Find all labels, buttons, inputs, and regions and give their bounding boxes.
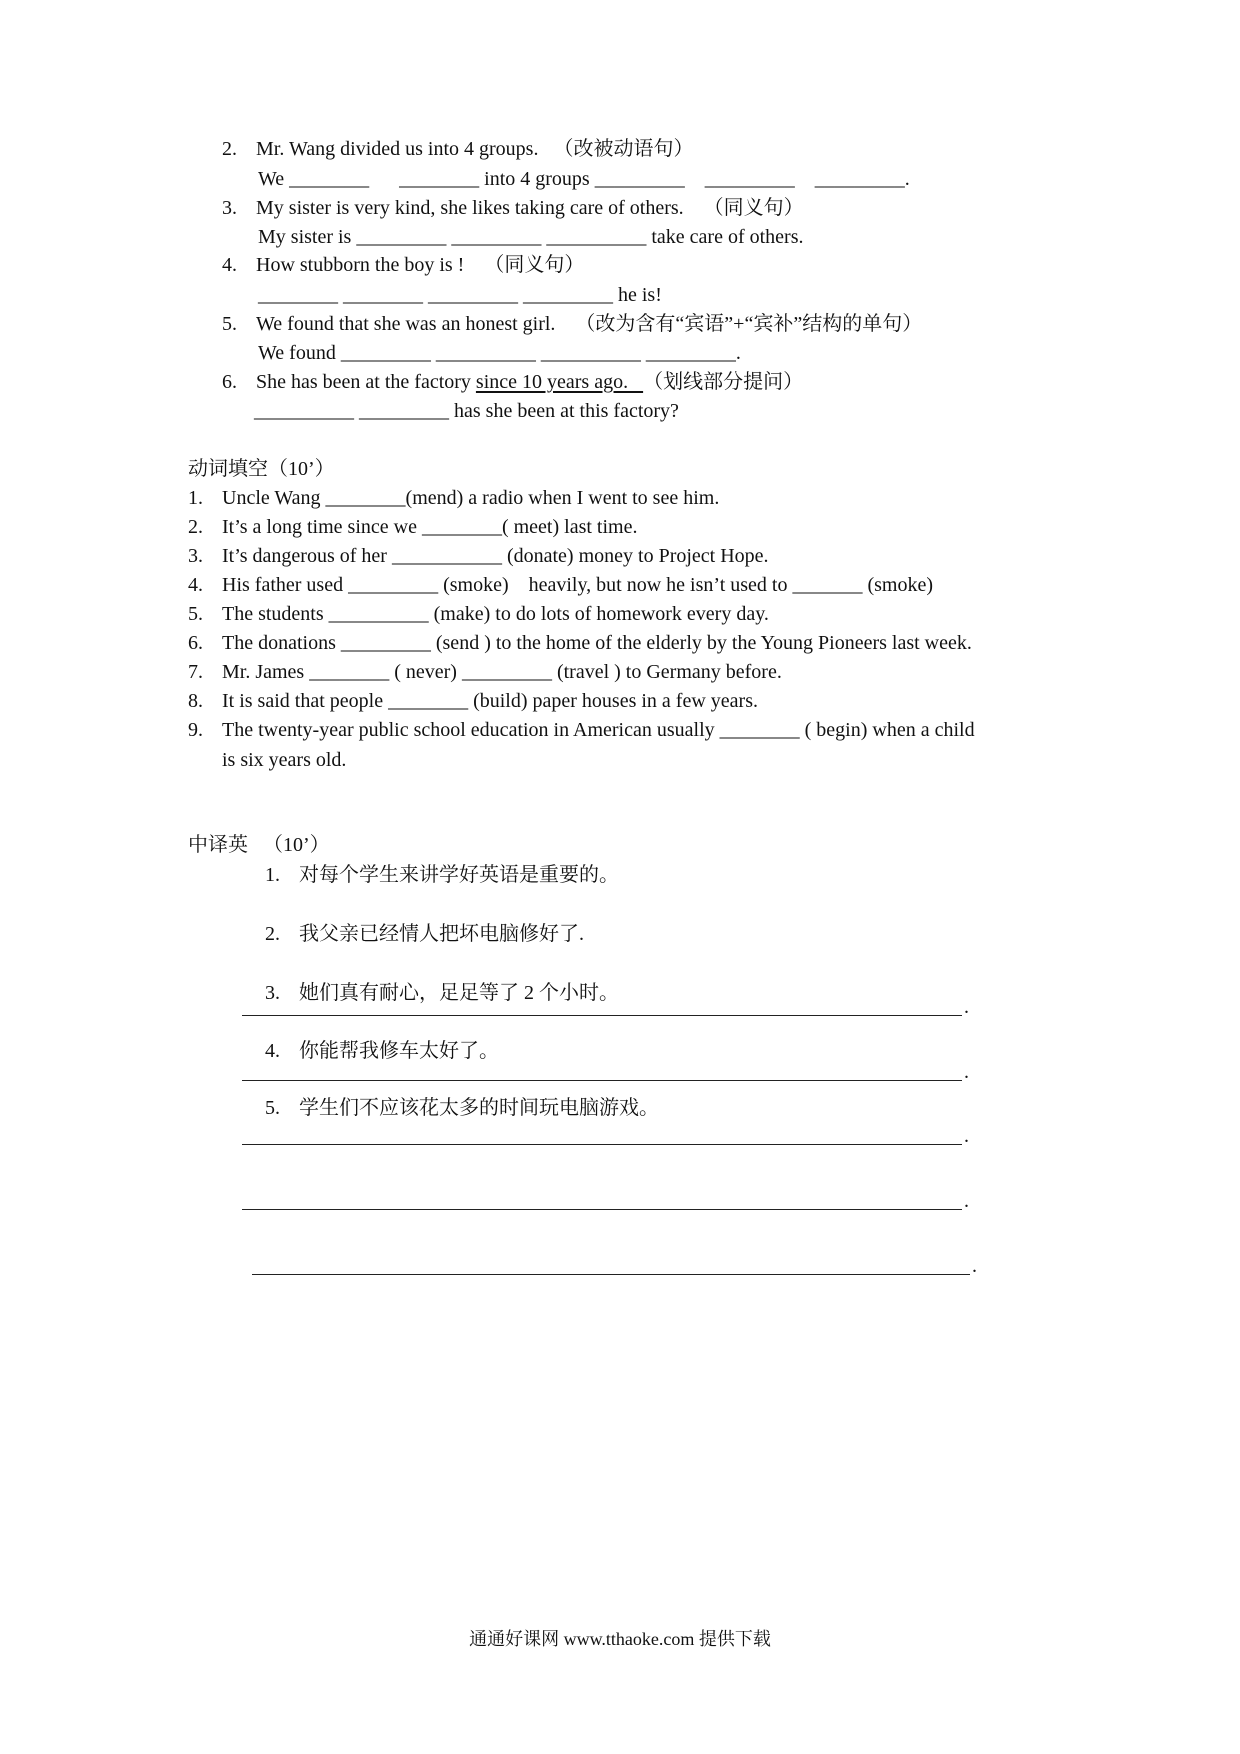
item-a5-answer: We found _________ __________ __________ _________. bbox=[258, 342, 741, 364]
section-heading-verb-fill: 动词填空（10’） bbox=[188, 458, 335, 480]
translation-item-2: 2. 我父亲已经情人把坏电脑修好了. bbox=[265, 923, 584, 945]
end-mark-4: . bbox=[964, 1190, 969, 1212]
answer-line-5 bbox=[252, 1274, 970, 1275]
end-mark-5: . bbox=[972, 1255, 977, 1277]
end-mark-3: . bbox=[964, 1125, 969, 1147]
item-a6-question: 6. She has been at the factory since 10 years ago. （划线部分提问） bbox=[222, 371, 804, 393]
verb-item-3: 3. It’s dangerous of her ___________ (donate) money to Project Hope. bbox=[188, 545, 769, 567]
item-a3-question: 3. My sister is very kind, she likes taking care of others. （同义句） bbox=[222, 197, 804, 219]
verb-item-8: 8. It is said that people ________ (build) paper houses in a few years. bbox=[188, 690, 758, 712]
answer-line-2 bbox=[242, 1080, 962, 1081]
item-a2-answer: We ________ ________ into 4 groups _________ _________ _________. bbox=[258, 168, 910, 190]
item-a2-question: 2. Mr. Wang divided us into 4 groups. （改被动语句） bbox=[222, 138, 694, 160]
verb-item-1: 1. Uncle Wang ________(mend) a radio when I went to see him. bbox=[188, 487, 720, 509]
verb-item-9-continued: is six years old. bbox=[222, 749, 347, 771]
verb-item-2: 2. It’s a long time since we ________( meet) last time. bbox=[188, 516, 638, 538]
answer-line-1 bbox=[242, 1015, 962, 1016]
footer-text: 通通好课网 www.tthaoke.com 提供下载 bbox=[469, 1629, 771, 1649]
item-a5-question: 5. We found that she was an honest girl. （改为含有“宾语”+“宾补”结构的单句） bbox=[222, 313, 923, 335]
item-a3-answer: My sister is _________ _________ __________ take care of others. bbox=[258, 226, 804, 248]
end-mark-2: . bbox=[964, 1061, 969, 1083]
item-a4-answer: ________ ________ _________ _________ he is! bbox=[258, 284, 662, 306]
translation-item-3: 3. 她们真有耐心，足足等了 2 个小时。 bbox=[265, 982, 619, 1004]
item-a4-question: 4. How stubborn the boy is ! （同义句） bbox=[222, 254, 585, 276]
translation-item-5: 5. 学生们不应该花太多的时间玩电脑游戏。 bbox=[265, 1097, 659, 1119]
underlined-phrase: since 10 years ago. bbox=[475, 371, 644, 393]
translation-item-4: 4. 你能帮我修车太好了。 bbox=[265, 1040, 499, 1062]
end-mark-1: . bbox=[964, 996, 969, 1018]
verb-item-4: 4. His father used _________ (smoke) heavily, but now he isn’t used to _______ (smoke) bbox=[188, 574, 934, 596]
verb-item-6: 6. The donations _________ (send ) to the home of the elderly by the Young Pioneers last week. bbox=[188, 632, 972, 654]
answer-line-4 bbox=[242, 1209, 962, 1210]
verb-item-9: 9. The twenty-year public school education in American usually ________ ( begin) when a child bbox=[188, 719, 975, 741]
item-a6-answer: __________ _________ has she been at this factory? bbox=[254, 400, 679, 422]
answer-line-3 bbox=[242, 1144, 962, 1145]
translation-item-1: 1. 对每个学生来讲学好英语是重要的。 bbox=[265, 864, 619, 886]
verb-item-7: 7. Mr. James ________ ( never) _________ (travel ) to Germany before. bbox=[188, 661, 782, 683]
section-heading-translation: 中译英 （10’） bbox=[188, 834, 330, 856]
verb-item-5: 5. The students __________ (make) to do lots of homework every day. bbox=[188, 603, 769, 625]
